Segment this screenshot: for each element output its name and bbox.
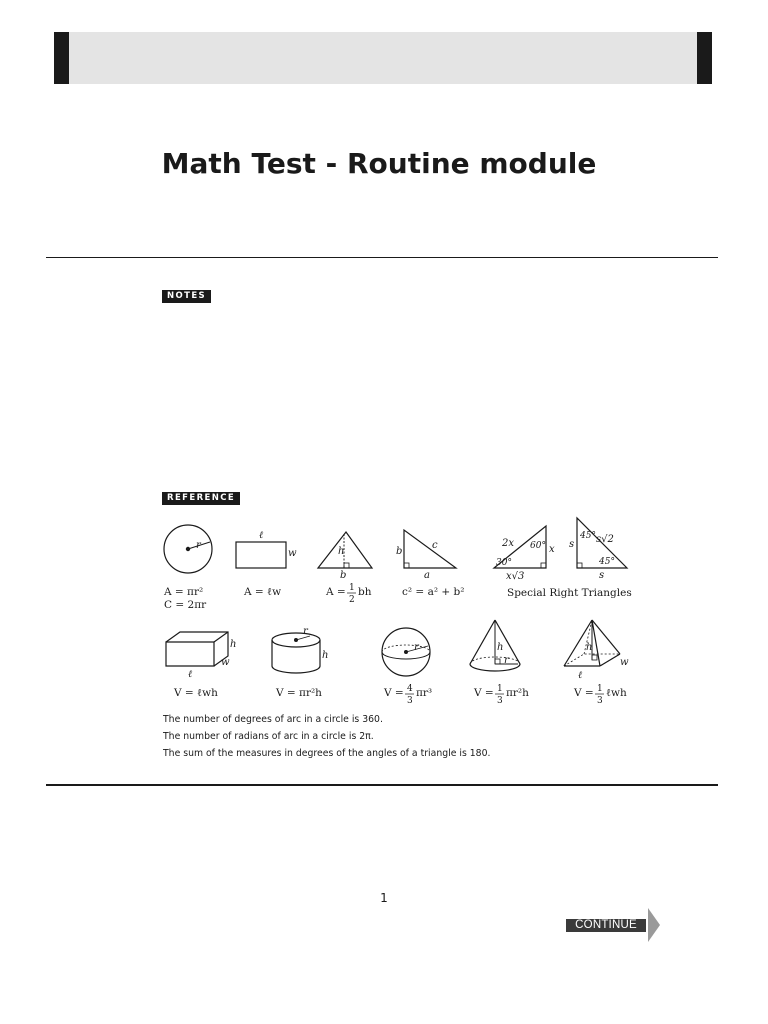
cone-figure — [470, 620, 520, 671]
right-triangle-figure — [396, 530, 456, 581]
reference-facts — [163, 711, 633, 762]
special-s-root2-label: s√2 — [596, 534, 614, 545]
pyramid-h-label: h — [586, 642, 593, 653]
svg-text:V =: V = — [474, 687, 494, 699]
page-number: 1 — [380, 891, 388, 905]
pyramid-figure — [564, 620, 629, 681]
cylinder-r-label: r — [303, 626, 308, 637]
reference-row2 — [150, 616, 640, 706]
svg-text:4: 4 — [407, 684, 413, 694]
rectangle-area-formula: A = ℓw — [244, 586, 282, 598]
cylinder-h-label: h — [322, 650, 329, 661]
triangle-h-label: h — [338, 546, 345, 557]
right-triangle-b-label: b — [396, 546, 403, 557]
svg-text:3: 3 — [497, 696, 503, 706]
pyramid-w-label: w — [620, 657, 629, 668]
svg-text:V =: V = — [384, 687, 404, 699]
fact-radians: The number of radians of arc in a circle is 2π. — [163, 731, 374, 742]
special-triangle-45-figure — [569, 518, 627, 581]
sphere-r-label: r — [414, 642, 419, 653]
special-x-label: x — [549, 544, 555, 555]
sphere-volume-formula — [383, 684, 432, 706]
box-w-label: w — [221, 657, 230, 668]
cylinder-figure — [272, 626, 328, 673]
cylinder-volume-formula: V = πr²h — [276, 687, 322, 699]
rectangle-l-label: ℓ — [259, 530, 264, 541]
svg-text:ℓwh: ℓwh — [606, 687, 627, 699]
header-band-right-cap — [697, 32, 712, 84]
right-triangle-c-label: c — [432, 540, 438, 551]
page-title: Math Test - Routine module — [161, 147, 597, 180]
pyramid-volume-formula — [573, 684, 627, 706]
special-s-label: s — [569, 539, 575, 550]
svg-text:A =: A = — [326, 586, 346, 598]
svg-text:πr³: πr³ — [416, 687, 433, 699]
special-x-root3-label: x√3 — [506, 571, 525, 582]
top-divider — [46, 257, 718, 258]
pyramid-l-label: ℓ — [578, 670, 583, 681]
special-triangle-30-60-figure — [494, 526, 555, 582]
svg-text:3: 3 — [597, 696, 603, 706]
header-band — [54, 32, 712, 84]
cone-volume-formula — [473, 684, 529, 706]
continue-button[interactable] — [566, 908, 664, 944]
svg-text:bh: bh — [358, 586, 372, 598]
special-45-bottom-label: 45° — [599, 557, 615, 567]
special-triangles-caption: Special Right Triangles — [507, 587, 632, 599]
rectangle-w-label: w — [288, 548, 297, 559]
notes-tag: NOTES — [162, 290, 211, 303]
pythagorean-formula: c² = a² + b² — [402, 586, 465, 598]
continue-arrow-icon — [648, 908, 660, 942]
rectangle-figure — [236, 530, 297, 568]
circle-area-formula: A = πr² — [164, 586, 204, 598]
fact-degrees: The number of degrees of arc in a circle is 360. — [163, 714, 383, 725]
special-2x-label: 2x — [502, 538, 515, 549]
box-l-label: ℓ — [188, 669, 193, 680]
svg-text:V =: V = — [574, 687, 594, 699]
box-h-label: h — [230, 639, 237, 650]
header-band-left-cap — [54, 32, 69, 84]
triangle-area-formula — [325, 583, 372, 605]
right-triangle-a-label: a — [424, 570, 430, 581]
triangle-b-label: b — [340, 570, 347, 581]
box-volume-formula: V = ℓwh — [174, 687, 218, 699]
bottom-divider — [46, 784, 718, 786]
circle-r-label: r — [196, 540, 201, 551]
reference-tag: REFERENCE — [162, 492, 240, 505]
cone-h-label: h — [497, 642, 504, 653]
svg-text:πr²h: πr²h — [506, 687, 529, 699]
svg-text:2: 2 — [349, 595, 355, 605]
triangle-figure — [318, 532, 372, 581]
circle-figure — [164, 525, 212, 573]
special-45-top-label: 45° — [580, 531, 596, 541]
box-figure — [166, 632, 236, 680]
svg-text:1: 1 — [497, 684, 503, 694]
svg-text:1: 1 — [597, 684, 603, 694]
sphere-figure — [382, 628, 430, 676]
reference-row1 — [150, 512, 630, 612]
circle-circumference-formula: C = 2πr — [164, 599, 207, 611]
cone-r-label: r — [504, 655, 509, 666]
svg-text:1: 1 — [349, 583, 355, 593]
special-60-label: 60° — [530, 541, 546, 551]
special-s-bottom-label: s — [599, 570, 605, 581]
fact-triangle-sum: The sum of the measures in degrees of the angles of a triangle is 180. — [163, 748, 491, 759]
svg-text:3: 3 — [407, 696, 413, 706]
special-30-label: 30° — [496, 558, 512, 568]
continue-label: CONTINUE — [566, 919, 646, 932]
